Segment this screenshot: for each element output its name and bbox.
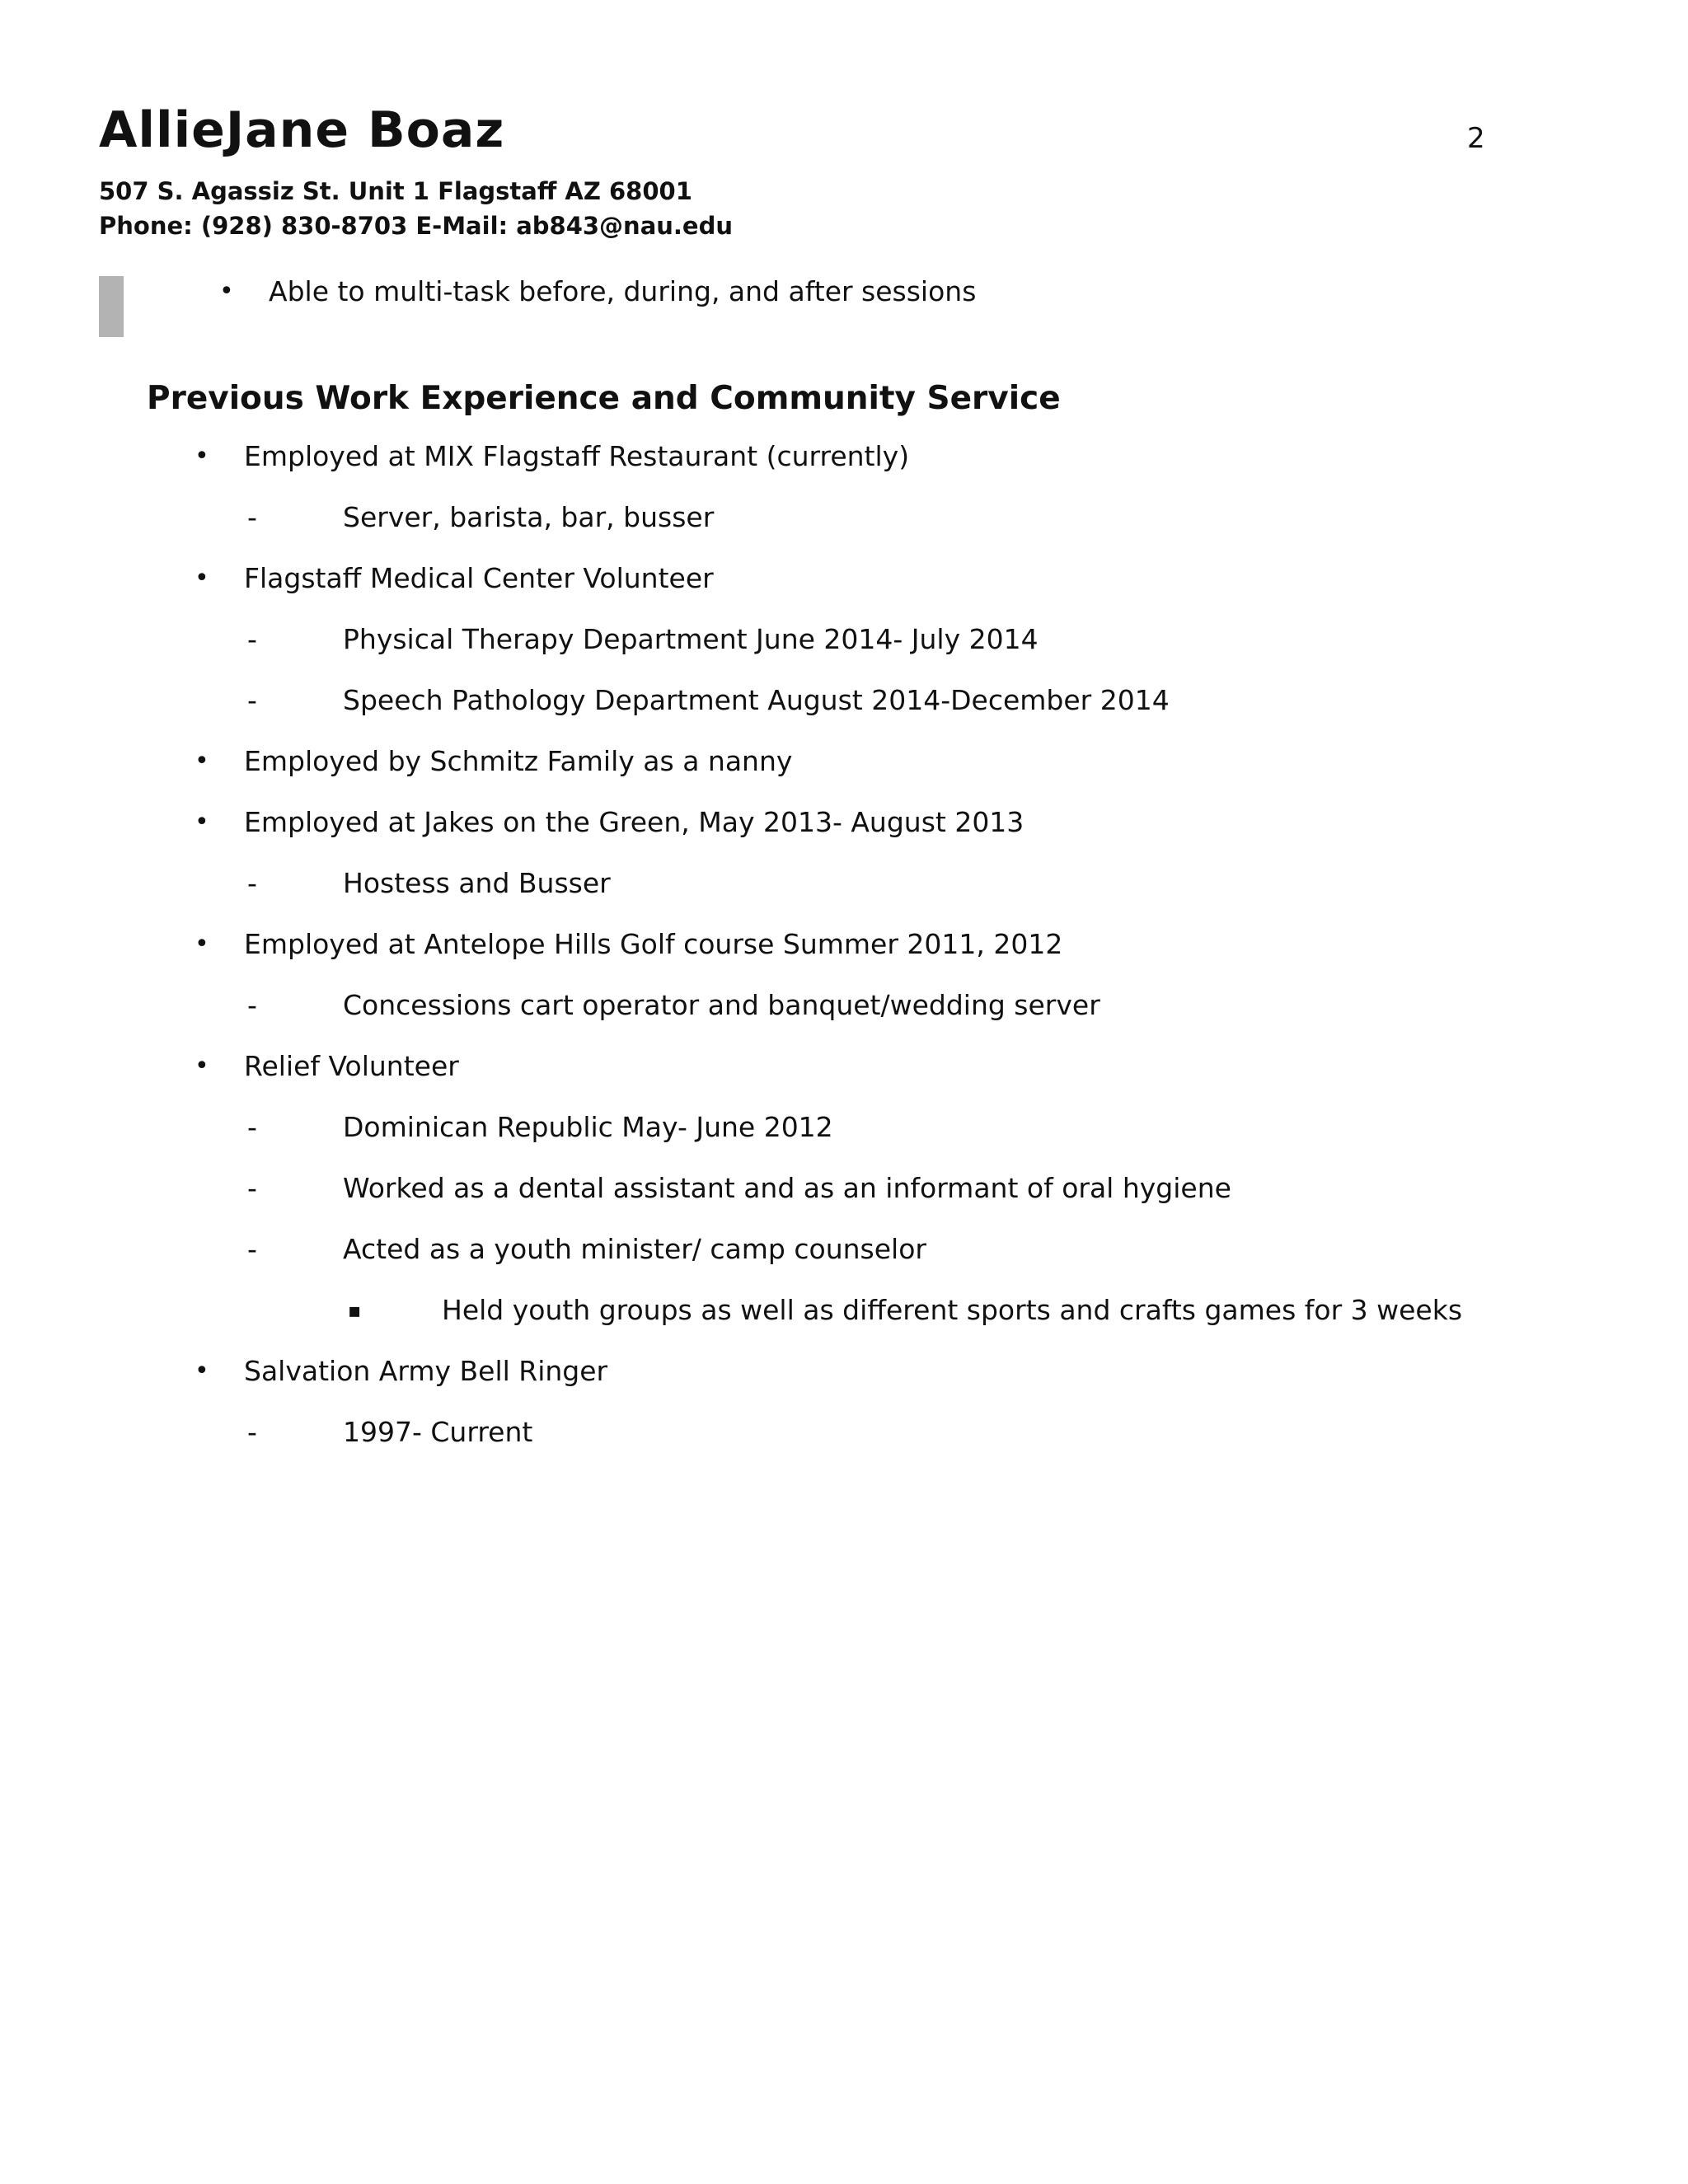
bullet-marker: • <box>195 808 209 837</box>
list-subitem-text: Hostess and Busser <box>343 867 611 899</box>
bullet-marker: • <box>195 1052 209 1080</box>
list-item <box>0 558 1688 599</box>
list-subitem <box>0 863 1688 904</box>
list-item <box>0 924 1688 965</box>
dash-marker: - <box>247 1111 257 1143</box>
list-item <box>0 802 1688 843</box>
section-heading: Previous Work Experience and Community Service <box>147 380 1061 417</box>
candidate-name: AllieJane Boaz <box>99 101 505 159</box>
list-subitem-text: Concessions cart operator and banquet/wedding server <box>343 989 1100 1021</box>
dash-marker: - <box>247 501 257 533</box>
list-item <box>0 271 1688 312</box>
dash-marker: - <box>247 867 257 899</box>
dash-marker: - <box>247 1416 257 1448</box>
phone-email-line: Phone: (928) 830-8703 E-Mail: ab843@nau.edu <box>99 212 734 240</box>
list-item <box>0 741 1688 782</box>
dash-marker: - <box>247 684 257 716</box>
list-item-text: Salvation Army Bell Ringer <box>244 1355 608 1387</box>
list-item-text: Employed at Jakes on the Green, May 2013- August 2013 <box>244 806 1025 838</box>
list-item-text: Employed at Antelope Hills Golf course Summer 2011, 2012 <box>244 928 1063 960</box>
bullet-marker: • <box>195 1357 209 1385</box>
bullet-marker: • <box>195 747 209 776</box>
list-subitem-text: 1997- Current <box>343 1416 533 1448</box>
list-item <box>0 1046 1688 1087</box>
bullet-marker: • <box>195 442 209 471</box>
list-item <box>0 436 1688 477</box>
list-subitem <box>0 680 1688 721</box>
list-item-text: Employed at MIX Flagstaff Restaurant (currently) <box>244 440 910 472</box>
page-number: 2 <box>1467 122 1485 155</box>
dash-marker: - <box>247 1172 257 1204</box>
list-subitem <box>0 497 1688 538</box>
bullet-marker: • <box>195 564 209 593</box>
list-subitem <box>0 1107 1688 1148</box>
list-subitem-text: Dominican Republic May- June 2012 <box>343 1111 833 1143</box>
bullet-marker: • <box>195 930 209 958</box>
list-subitem-text: Acted as a youth minister/ camp counselor <box>343 1233 926 1265</box>
bullet-marker: • <box>219 277 234 306</box>
list-subitem <box>0 1229 1688 1270</box>
list-item <box>0 1351 1688 1392</box>
list-subitem <box>0 985 1688 1026</box>
list-item-text: Employed by Schmitz Family as a nanny <box>244 745 793 777</box>
list-subitem <box>0 1168 1688 1209</box>
list-subitem-text: Server, barista, bar, busser <box>343 501 715 533</box>
list-subitem <box>0 619 1688 660</box>
list-subitem <box>0 1412 1688 1453</box>
square-bullet-marker: ▪ <box>348 1299 362 1322</box>
list-subitem-text: Speech Pathology Department August 2014-December 2014 <box>343 684 1170 716</box>
list-subitem-text: Physical Therapy Department June 2014- July 2014 <box>343 623 1039 655</box>
list-item-text: Relief Volunteer <box>244 1050 459 1082</box>
list-subsubitem <box>0 1290 1688 1331</box>
list-item-text: Able to multi-task before, during, and after sessions <box>269 275 977 307</box>
list-item-text: Flagstaff Medical Center Volunteer <box>244 562 714 594</box>
list-subsubitem-text: Held youth groups as well as different sports and crafts games for 3 weeks <box>442 1294 1463 1326</box>
dash-marker: - <box>247 989 257 1021</box>
list-subitem-text: Worked as a dental assistant and as an informant of oral hygiene <box>343 1172 1231 1204</box>
dash-marker: - <box>247 1233 257 1265</box>
dash-marker: - <box>247 623 257 655</box>
address-line: 507 S. Agassiz St. Unit 1 Flagstaff AZ 68001 <box>99 177 692 205</box>
